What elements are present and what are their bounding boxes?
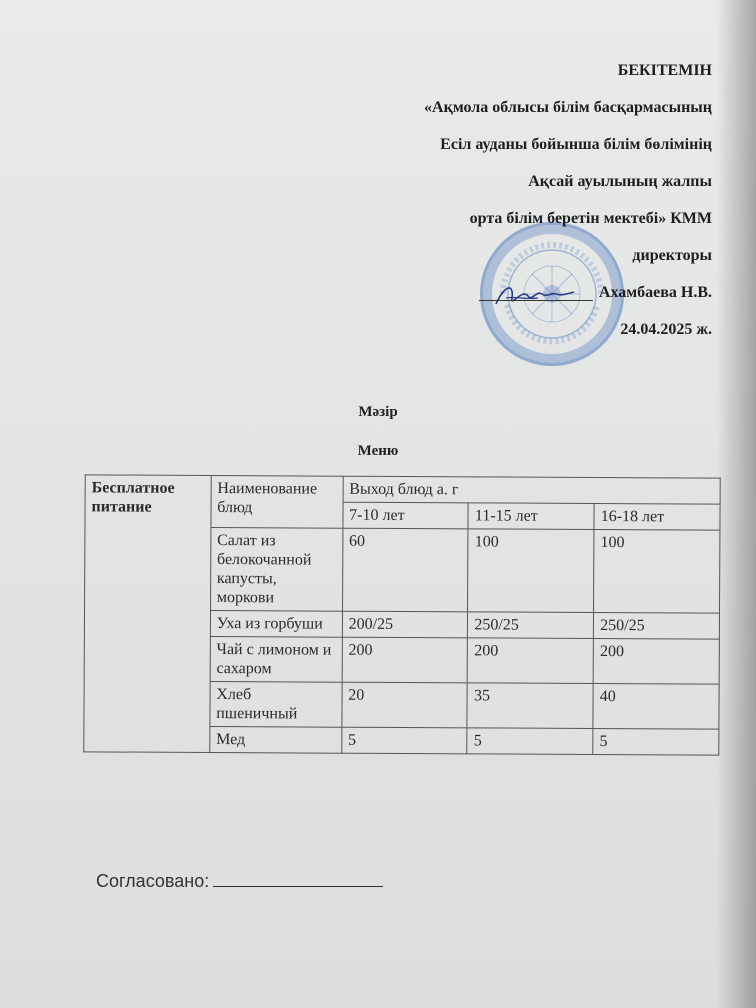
approval-position: директоры — [632, 247, 712, 264]
title-kazakh: Мәзір — [358, 404, 398, 420]
dish-name: Чай с лимоном и сахаром — [210, 636, 342, 682]
age-group-header: 16-18 лет — [594, 504, 720, 531]
dish-name: Уха из горбуши — [210, 610, 342, 637]
portion-value: 250/25 — [468, 612, 594, 639]
title-russian: Меню — [357, 443, 399, 459]
age-group-header: 7-10 лет — [343, 502, 469, 529]
approval-block — [424, 52, 712, 348]
portion-value: 35 — [467, 683, 593, 729]
signature-line — [424, 274, 712, 311]
menu-table — [83, 474, 720, 755]
signature-underline — [479, 284, 593, 301]
portion-value: 20 — [342, 682, 468, 728]
approval-date: 24.04.2025 ж. — [620, 321, 712, 338]
portion-value: 100 — [594, 530, 720, 614]
portion-value: 5 — [467, 728, 593, 755]
approval-org-line1: «Ақмола облысы білім басқармасының — [424, 99, 712, 116]
portion-value: 200/25 — [342, 611, 468, 638]
name-header: Наименование блюд — [211, 475, 343, 528]
page-edge-shadow — [716, 0, 756, 1008]
portion-value: 100 — [468, 529, 594, 613]
output-header: Выход блюд а. г — [343, 476, 720, 504]
approval-heading: БЕКІТЕМІН — [617, 62, 712, 79]
portion-value: 200 — [468, 638, 594, 684]
portion-value: 60 — [342, 528, 468, 612]
approval-org-line3: Ақсай ауылының жалпы — [528, 173, 712, 190]
approval-org-line4: орта білім беретін мектебі» КММ — [469, 210, 712, 227]
signer-name: Ахамбаева Н.В. — [598, 283, 712, 301]
agreed-label: Согласовано: — [96, 871, 210, 891]
portion-value: 5 — [593, 729, 719, 756]
table-header-row — [85, 475, 720, 504]
dish-name: Салат из белокочанной капусты, моркови — [210, 527, 342, 611]
dish-name: Мед — [210, 726, 342, 753]
approval-org-line2: Есіл ауданы бойынша білім бөлімінің — [440, 136, 712, 153]
group-label: Бесплатное питание — [84, 475, 211, 753]
portion-value: 5 — [341, 727, 467, 754]
agreed-blank — [213, 870, 383, 887]
portion-value: 250/25 — [594, 613, 720, 640]
portion-value: 200 — [342, 637, 468, 683]
portion-value: 40 — [593, 684, 719, 730]
dish-name: Хлеб пшеничный — [210, 681, 342, 727]
agreed-line — [96, 870, 383, 892]
portion-value: 200 — [593, 639, 719, 685]
age-group-header: 11-15 лет — [468, 503, 594, 530]
